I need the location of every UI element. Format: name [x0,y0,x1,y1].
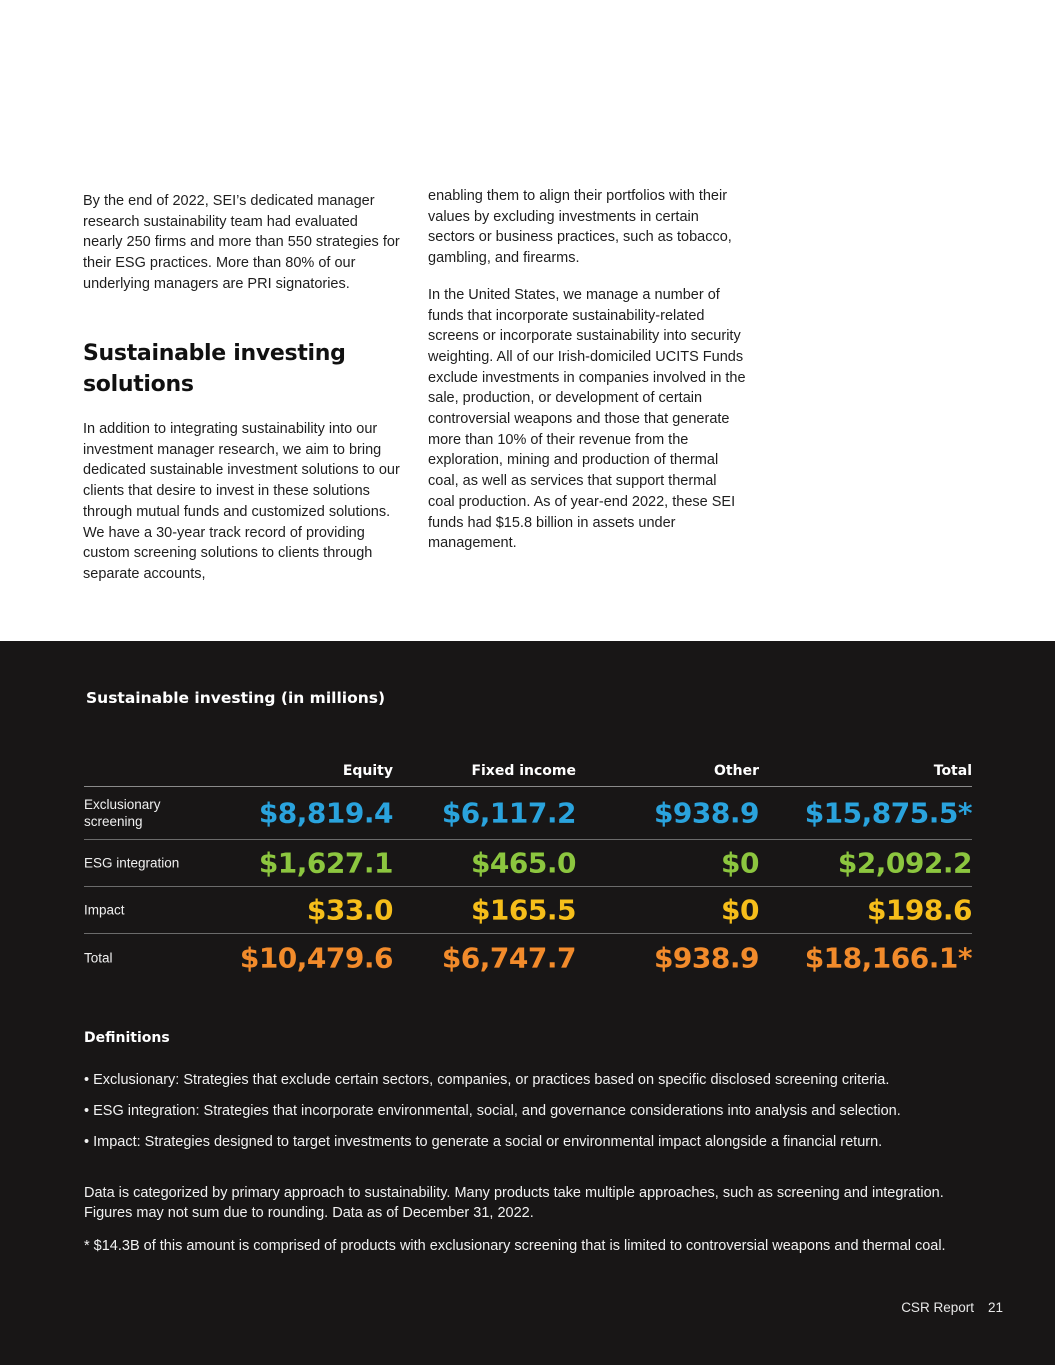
value-exclusionary-other: $938.9 [653,796,759,830]
text-section [0,0,1055,641]
value-total-other: $938.9 [653,941,759,974]
table-row-esg [84,840,972,887]
value-esg-fixed-income: $465.0 [470,846,576,880]
row-label: Total [84,950,113,965]
table-row-exclusionary [84,787,972,840]
solutions-paragraph-1: In addition to integrating sustainability into our investment manager research, we aim to bring dedicated sustainable investment solutions to our clients that desire to invest in these solutions through mutual funds and customized solutions. We have a 30-year track record of providing custom screening solutions to clients through separate accounts, [83,421,400,582]
value-esg-total: $2,092.2 [837,846,972,880]
header-equity: Equity [342,763,393,779]
data-note: Data is categorized by primary approach to sustainability. Many products take multiple approaches, such as screening and integration. Figures may not sum due to rounding. Data as of December 31, 2022. [84,1185,944,1221]
row-label: ESG integration [84,855,180,871]
value-total-fixed-income: $6,747.7 [441,941,576,974]
page-number: 21 [987,1300,1003,1315]
row-label: Exclusionary screening [84,797,161,829]
definition-item: • ESG integration: Strategies that incorporate environmental, social, and governance considerations into analysis and selection. [84,1103,901,1119]
value-impact-other: $0 [721,893,759,927]
definitions-title: Definitions [84,1030,170,1046]
value-exclusionary-fixed-income: $6,117.2 [441,796,576,830]
intro-paragraph: By the end of 2022, SEI’s dedicated manager research sustainability team had evaluated nearly 250 firms and more than 550 strategies for their ESG practices. More than 80% of our underlying managers are PRI signatories. [83,193,400,292]
header-fixed-income: Fixed income [471,763,576,779]
table-row-total [84,934,972,981]
value-total-total: $18,166.1* [804,941,972,974]
value-exclusionary-total: $15,875.5* [804,796,972,830]
table-header-row [84,753,972,787]
definitions-list [84,1070,984,1163]
value-esg-equity: $1,627.1 [258,846,393,880]
value-impact-fixed-income: $165.5 [470,893,576,927]
left-column [83,419,401,585]
definition-item: • Impact: Strategies designed to target investments to generate a social or environmental impact alongside a financial return. [84,1134,883,1150]
header-total: Total [933,763,972,779]
row-label: Impact [84,902,125,918]
value-impact-total: $198.6 [866,893,972,927]
definition-item: • Exclusionary: Strategies that exclude certain sectors, companies, or practices based on specific disclosed screening criteria. [84,1072,890,1088]
right-column [428,186,746,554]
page-footer [901,1300,1003,1315]
footnote: * $14.3B of this amount is comprised of products with exclusionary screening that is limited to controversial weapons and thermal coal. [84,1238,946,1254]
table-title: Sustainable investing (in millions) [86,689,386,707]
value-esg-other: $0 [721,846,759,880]
value-impact-equity: $33.0 [306,893,393,927]
report-name: CSR Report [901,1300,974,1315]
data-panel [0,641,1055,1365]
section-heading: Sustainable investing solutions [83,341,346,397]
intro-column [83,191,401,295]
sustainable-investing-table [84,753,972,981]
value-exclusionary-equity: $8,819.4 [258,796,393,830]
header-other: Other [714,763,759,779]
solutions-paragraph-2: enabling them to align their portfolios with their values by excluding investments in certain sectors or business practices, such as tobacco, gambling, and firearms. [428,188,732,267]
table-row-impact [84,887,972,934]
value-total-equity: $10,479.6 [239,941,393,974]
solutions-paragraph-3: In the United States, we manage a number of funds that incorporate sustainability-related screens or incorporate sustainability into security weighting. All of our Irish-domiciled UCITS Funds exclude investments in companies involved in the sale, production, or development of certain controversial weapons and those that generate more than 10% of their revenue from the exploration, mining and production of thermal coal, as well as services that support thermal coal production. As of year-end 2022, these SEI funds had $15.8 billion in assets under management. [428,286,746,552]
